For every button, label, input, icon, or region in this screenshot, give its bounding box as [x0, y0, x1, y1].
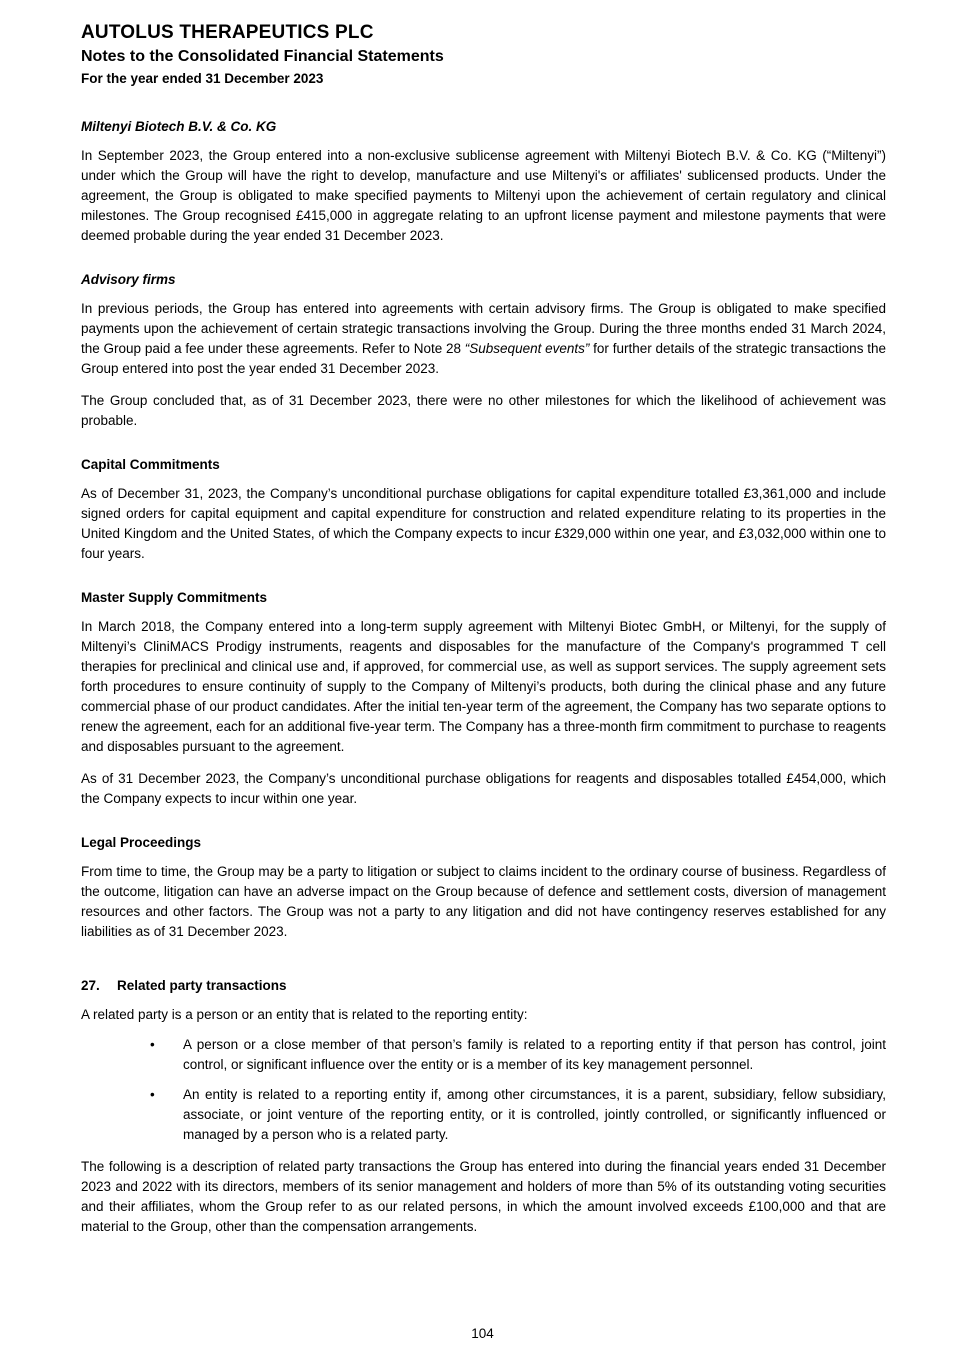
paragraph-advisory-1-text: In previous periods, the Group has entered into agreements with certain advisory firms. The Group is obligated to make specified payments upon the achievement of certain strategic transactions involving the Group. During the three months ended 31 March 2024, the Group paid a fee under these agreements. Refer to Note 28: [81, 301, 886, 356]
note-reference-italic: “Subsequent events”: [464, 341, 590, 356]
paragraph-capital-1: As of December 31, 2023, the Company’s unconditional purchase obligations for capital expenditure totalled £3,361,000 and include signed orders for capital equipment and capital expenditure for construction and related expenditure relating to its properties in the United Kingdom and the United States, of which the Company expects to incur £329,000 within one year, and £3,032,000 within one to four years.: [81, 486, 886, 561]
section-number: 27.: [81, 978, 100, 993]
paragraph-advisory-1-text-cont: for further details of the strategic transactions the Group entered into post the year ended 31 December 2023.: [81, 341, 886, 376]
list-item: [81, 1085, 886, 1145]
section-legal-proceedings: [81, 835, 886, 942]
company-name: AUTOLUS THERAPEUTICS PLC: [81, 22, 374, 43]
page-number: 104: [471, 1326, 494, 1341]
bullet-icon: •: [150, 1037, 155, 1052]
section-capital-commitments: [81, 457, 886, 564]
related-party-bullet-list: [81, 1035, 886, 1145]
list-item: [81, 1035, 886, 1075]
section-heading-related-party: [81, 978, 886, 993]
period-line: For the year ended 31 December 2023: [81, 71, 324, 86]
paragraph-related-party-intro: A related party is a person or an entity that is related to the reporting entity:: [81, 1007, 528, 1022]
section-miltenyi: [81, 119, 886, 246]
list-item-text: An entity is related to a reporting entity if, among other circumstances, it is a parent, subsidiary, fellow subsidiary, associate, or joint venture of the reporting entity, or it is controlled, jointly controlled, or significantly influenced or managed by a person who is a related party.: [183, 1087, 886, 1142]
paragraph-miltenyi-1: In September 2023, the Group entered into a non-exclusive sublicense agreement with Miltenyi Biotech B.V. & Co. KG (“Miltenyi”) under which the Group will have the right to develop, manufacture and use Miltenyi's or affiliates' sublicensed products. Under the agreement, the Group is obligated to make specified payments to Miltenyi upon the achievement of certain regulatory and clinical milestones. The Group recognised £415,000 in aggregate relating to an upfront license payment and milestone payments that were deemed probable during the year ended 31 December 2023.: [81, 148, 886, 243]
paragraph-advisory-1: [81, 299, 886, 379]
section-heading-advisory-firms: Advisory firms: [81, 272, 176, 287]
section-heading-miltenyi: Miltenyi Biotech B.V. & Co. KG: [81, 119, 277, 134]
page-footer: [0, 1326, 965, 1341]
paragraph-master-supply-2: As of 31 December 2023, the Company’s unconditional purchase obligations for reagents and disposables totalled £454,000, which the Company expects to incur within one year.: [81, 771, 886, 806]
paragraph-related-party-1: The following is a description of related party transactions the Group has entered into during the financial years ended 31 December 2023 and 2022 with its directors, members of its senior management and holders of more than 5% of its outstanding voting securities and their affiliates, whom the Group refer to as our related persons, in which the amount involved exceeds £100,000 and that are material to the Group, other than the compensation arrangements.: [81, 1159, 886, 1234]
bullet-icon: •: [150, 1087, 155, 1102]
paragraph-legal-1: From time to time, the Group may be a party to litigation or subject to claims incident to the ordinary course of business. Regardless of the outcome, litigation can have an adverse impact on the Group because of defence and settlement costs, diversion of management resources and other factors. The Group was not a party to any litigation and did not have contingency reserves established for any liabilities as of 31 December 2023.: [81, 864, 886, 939]
paragraph-master-supply-1: In March 2018, the Company entered into a long-term supply agreement with Miltenyi Biotec GmbH, or Miltenyi, for the supply of Miltenyi’s CliniMACS Prodigy instruments, reagents and disposables for the manufacture of the Company's programmed T cell therapies for preclinical and clinical use and, if approved, for commercial use, as well as support services. The supply agreement sets forth procedures to ensure continuity of supply to the Company of Miltenyi’s products, both during the clinical phase and any future commercial phase of our product candidates. After the initial ten-year term of the agreement, the Company has two separate options to renew the agreement, each for an additional five-year term. The Company has a three-month firm commitment to purchase to reagents and disposables pursuant to the agreement.: [81, 619, 886, 754]
document-title: Notes to the Consolidated Financial Statements: [81, 48, 444, 65]
list-item-text: A person or a close member of that person’s family is related to a reporting entity if that person has control, joint control, or significant influence over the entity or is a member of its key management personnel.: [183, 1037, 886, 1072]
section-related-party-transactions: [81, 978, 886, 1237]
document-header: [81, 22, 886, 86]
section-heading-master-supply: Master Supply Commitments: [81, 590, 268, 605]
section-heading-related-party-label: Related party transactions: [117, 978, 287, 993]
paragraph-advisory-2: The Group concluded that, as of 31 December 2023, there were no other milestones for which the likelihood of achievement was probable.: [81, 393, 886, 428]
section-heading-legal-proceedings: Legal Proceedings: [81, 835, 202, 850]
section-advisory-firms: [81, 272, 886, 431]
section-master-supply-commitments: [81, 590, 886, 809]
section-heading-capital-commitments: Capital Commitments: [81, 457, 220, 472]
